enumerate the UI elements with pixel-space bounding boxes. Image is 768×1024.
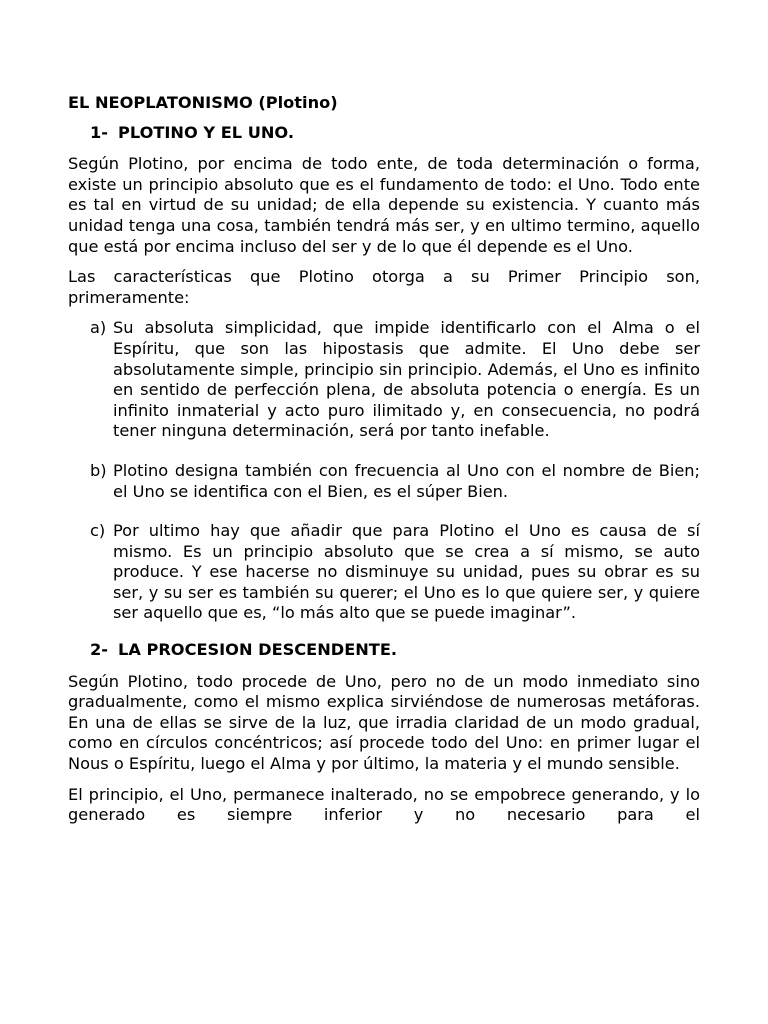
list-item-text: Por ultimo hay que añadir que para Plotino el Uno es causa de sí mismo. Es un principio absoluto que se crea a sí mismo, se auto produce. Y ese hacerse no disminuye su unidad, pues su obrar es su ser, y su ser es también su querer; el Uno es lo que quiere ser, y quiere ser aquello que es, “lo más alto que se puede imaginar”.	[113, 521, 700, 623]
paragraph: Según Plotino, todo procede de Uno, pero no de un modo inmediato sino gradualmente, como el mismo explica sirviéndose de numerosas metáforas. En una de ellas se sirve de la luz, que irradia claridad de un modo gradual, como en círculos concéntricos; así procede todo del Uno: en primer lugar el Nous o Espíritu, luego el Alma y por último, la materia y el mundo sensible.	[68, 671, 700, 774]
paragraph: Según Plotino, por encima de todo ente, de toda determinación o forma, existe un principio absoluto que es el fundamento de todo: el Uno. Todo ente es tal en virtud de su unidad; de ella depende su existencia. Y cuanto más unidad tenga una cosa, también tendrá más ser, y en ultimo termino, aquello que está por encima incluso del ser y de lo que él depende es el Uno.	[68, 154, 700, 256]
section-heading-text: PLOTINO Y EL UNO.	[118, 122, 294, 142]
document-title: EL NEOPLATONISMO (Plotino)	[68, 93, 338, 112]
section-heading-text: LA PROCESION DESCENDENTE.	[118, 640, 398, 660]
characteristics-list	[68, 318, 700, 624]
section-heading-1	[90, 123, 700, 144]
list-item-text: Plotino designa también con frecuencia al Uno con el nombre de Bien; el Uno se identifica con el Bien, es el súper Bien.	[113, 460, 700, 501]
section-heading-2	[90, 640, 700, 661]
document-page	[68, 93, 700, 836]
section-number: 1-	[90, 122, 108, 142]
list-item	[90, 461, 700, 502]
list-item-text: Su absoluta simplicidad, que impide identificarlo con el Alma o el Espíritu, que son las hipostasis que admite. El Uno debe ser absolutamente simple, principio sin principio. Además, el Uno es infinito en sentido de perfección plena, de absoluta potencia o energía. Es un infinito inmaterial y acto puro ilimitado y, en consecuencia, no podrá tener ninguna determinación, será por tanto inefable.	[113, 318, 700, 441]
paragraph: Las características que Plotino otorga a su Primer Principio son, primeramente:	[68, 267, 700, 307]
paragraph-continued: El principio, el Uno, permanece inalterado, no se empobrece generando, y lo generado es siempre inferior y no necesario para el	[68, 784, 700, 825]
list-item	[90, 318, 700, 442]
section-number: 2-	[90, 640, 108, 660]
list-item	[90, 521, 700, 624]
list-marker: a)	[90, 318, 107, 338]
list-marker: c)	[90, 521, 106, 541]
list-marker: b)	[90, 460, 107, 480]
